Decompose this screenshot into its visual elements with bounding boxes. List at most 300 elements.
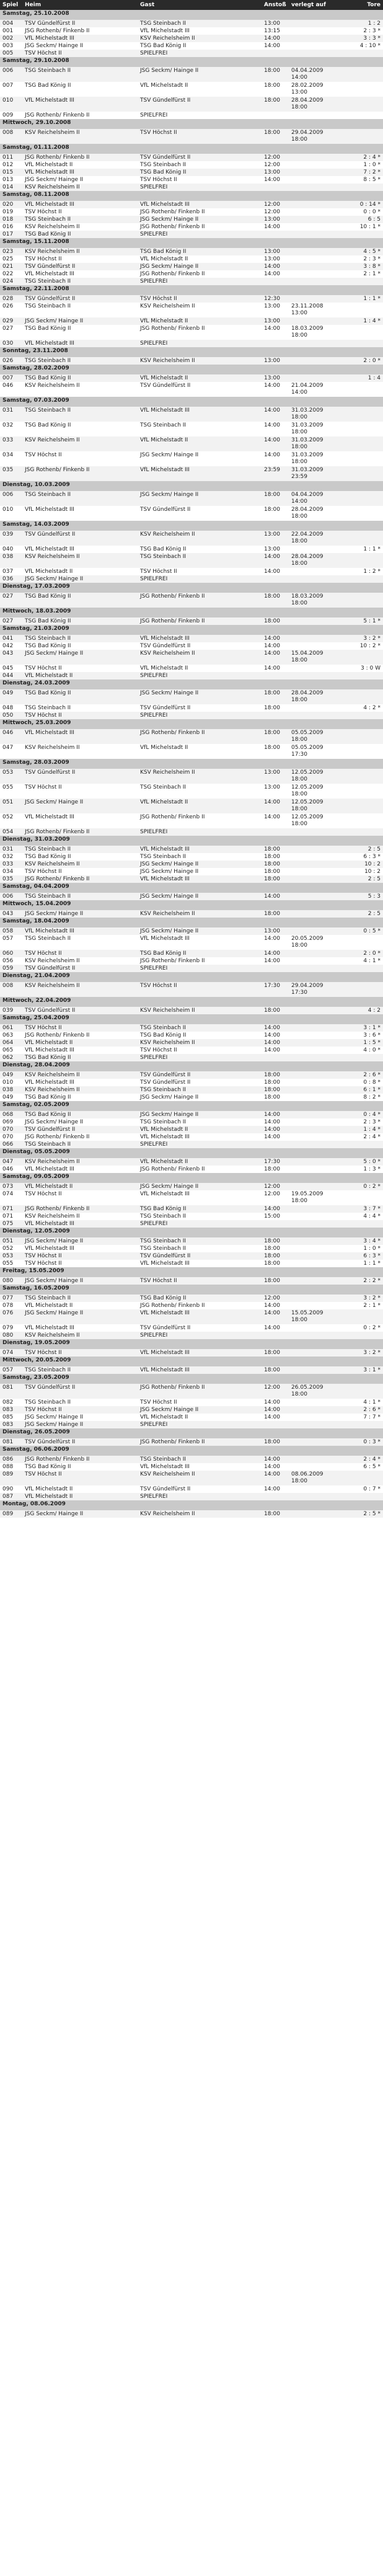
table-row <box>0 223 383 231</box>
game-number: 011 <box>0 154 22 161</box>
kickoff-time: 18:00 <box>262 1510 289 1518</box>
date-header-row <box>0 608 383 617</box>
guest-team: TSV Höchst II <box>138 295 262 303</box>
kickoff-time: 13:00 <box>262 927 289 935</box>
kickoff-time: 12:00 <box>262 154 289 161</box>
kickoff-time: 14:00 <box>262 263 289 270</box>
guest-team: TSG Bad König II <box>138 169 262 176</box>
game-number: 018 <box>0 216 22 223</box>
goals <box>340 813 383 828</box>
game-number: 010 <box>0 506 22 521</box>
guest-team: SPIELFREI <box>138 712 262 719</box>
table-row <box>0 154 383 161</box>
home-team: VfL Michelstadt II <box>22 1039 138 1047</box>
game-number: 008 <box>0 982 22 997</box>
moved-to <box>289 27 340 35</box>
goals <box>340 935 383 950</box>
date-header-row <box>0 918 383 927</box>
match-date: Dienstag, 17.03.2009 <box>0 583 383 593</box>
table-row <box>0 593 383 608</box>
date-header-row <box>0 1173 383 1183</box>
goals: 6 : 5 * <box>340 1463 383 1471</box>
kickoff-time: 13:00 <box>262 303 289 317</box>
home-team: JSG Rothenb/ Finkenb II <box>22 1133 138 1141</box>
moved-to <box>289 201 340 208</box>
home-team: JSG Seckm/ Hainge II <box>22 1421 138 1428</box>
game-number: 077 <box>0 1295 22 1302</box>
goals: 0 : 3 * <box>340 1438 383 1446</box>
game-number: 078 <box>0 1302 22 1309</box>
home-team: VfL Michelstadt III <box>22 1324 138 1332</box>
kickoff-time: 14:00 <box>262 42 289 50</box>
table-row <box>0 1421 383 1428</box>
date-header-row <box>0 10 383 20</box>
guest-team: JSG Seckm/ Hainge II <box>138 868 262 875</box>
guest-team: JSG Seckm/ Hainge II <box>138 689 262 704</box>
guest-team: KSV Reichelsheim II <box>138 1007 262 1014</box>
kickoff-time: 14:00 <box>262 223 289 231</box>
goals: 4 : 2 <box>340 1007 383 1014</box>
kickoff-time: 18:00 <box>262 1438 289 1446</box>
goals: 3 : 8 * <box>340 263 383 270</box>
match-date: Samstag, 28.03.2009 <box>0 759 383 769</box>
table-row <box>0 1126 383 1133</box>
goals: 0 : 5 * <box>340 927 383 935</box>
match-date: Samstag, 28.02.2009 <box>0 365 383 374</box>
moved-to <box>289 1054 340 1061</box>
kickoff-time: 18:00 <box>262 67 289 82</box>
moved-to <box>289 861 340 868</box>
table-row <box>0 1510 383 1518</box>
game-number: 034 <box>0 451 22 466</box>
moved-to <box>289 1438 340 1446</box>
match-date: Dienstag, 31.03.2009 <box>0 836 383 846</box>
guest-team: TSV Gündelfürst II <box>138 1079 262 1086</box>
table-row <box>0 744 383 759</box>
goals: 2 : 5 <box>340 910 383 918</box>
game-number: 007 <box>0 374 22 382</box>
date-header-row <box>0 365 383 374</box>
guest-team: SPIELFREI <box>138 672 262 679</box>
moved-to <box>289 957 340 965</box>
moved-to: 04.04.2009 14:00 <box>289 67 340 82</box>
game-number: 038 <box>0 1086 22 1094</box>
kickoff-time: 13:00 <box>262 531 289 546</box>
game-number: 075 <box>0 1220 22 1228</box>
home-team: TSG Steinbach II <box>22 1141 138 1148</box>
table-row <box>0 642 383 650</box>
game-number: 026 <box>0 357 22 365</box>
match-date: Samstag, 14.03.2009 <box>0 521 383 531</box>
guest-team: TSG Steinbach II <box>138 853 262 861</box>
goals: 2 : 0 * <box>340 950 383 957</box>
date-header-row <box>0 1285 383 1295</box>
guest-team: TSG Bad König II <box>138 1205 262 1213</box>
goals <box>340 1332 383 1339</box>
goals <box>340 593 383 608</box>
moved-to <box>289 278 340 285</box>
date-header-row <box>0 1357 383 1366</box>
goals: 3 : 6 * <box>340 1032 383 1039</box>
match-date: Samstag, 25.10.2008 <box>0 10 383 20</box>
home-team: JSG Seckm/ Hainge II <box>22 650 138 665</box>
game-number: 015 <box>0 169 22 176</box>
table-row <box>0 965 383 972</box>
guest-team: TSG Bad König II <box>138 42 262 50</box>
kickoff-time: 14:00 <box>262 1032 289 1039</box>
goals <box>340 531 383 546</box>
kickoff-time: 17:30 <box>262 982 289 997</box>
kickoff-time: 13:00 <box>262 248 289 255</box>
moved-to: 12.05.2009 18:00 <box>289 769 340 784</box>
goals: 1 : 1 * <box>340 546 383 553</box>
goals: 2 : 3 * <box>340 1118 383 1126</box>
home-team: KSV Reichelsheim II <box>22 1158 138 1166</box>
guest-team: SPIELFREI <box>138 1220 262 1228</box>
match-date: Dienstag, 12.05.2009 <box>0 1228 383 1237</box>
home-team: TSG Steinbach II <box>22 491 138 506</box>
guest-team: VfL Michelstadt II <box>138 799 262 813</box>
goals: 1 : 4 * <box>340 317 383 325</box>
match-date: Montag, 08.06.2009 <box>0 1500 383 1510</box>
guest-team: TSV Gündelfürst II <box>138 154 262 161</box>
kickoff-time: 14:00 <box>262 893 289 900</box>
moved-to: 28.02.2009 13:00 <box>289 82 340 97</box>
kickoff-time: 13:15 <box>262 27 289 35</box>
home-team: JSG Seckm/ Hainge II <box>22 1237 138 1245</box>
home-team: TSV Höchst II <box>22 868 138 875</box>
guest-team: VfL Michelstadt III <box>138 846 262 853</box>
kickoff-time: 14:00 <box>262 1456 289 1463</box>
game-number: 090 <box>0 1485 22 1493</box>
kickoff-time: 18:00 <box>262 1086 289 1094</box>
guest-team: TSV Gündelfürst II <box>138 704 262 712</box>
game-number: 047 <box>0 1158 22 1166</box>
date-header-row <box>0 583 383 593</box>
goals: 7 : 7 * <box>340 1414 383 1421</box>
game-number: 002 <box>0 35 22 42</box>
moved-to <box>289 893 340 900</box>
kickoff-time <box>262 965 289 972</box>
goals <box>340 672 383 679</box>
moved-to <box>289 1126 340 1133</box>
game-number: 040 <box>0 546 22 553</box>
table-row <box>0 295 383 303</box>
column-header-moved-to: verlegt auf <box>289 0 340 10</box>
moved-to <box>289 154 340 161</box>
table-row <box>0 1183 383 1190</box>
game-number: 007 <box>0 82 22 97</box>
date-header-row <box>0 238 383 248</box>
game-number: 046 <box>0 1166 22 1173</box>
guest-team: TSV Gündelfürst II <box>138 1252 262 1260</box>
guest-team: JSG Rothenb/ Finkenb II <box>138 1384 262 1399</box>
game-number: 033 <box>0 436 22 451</box>
game-number: 083 <box>0 1406 22 1414</box>
moved-to <box>289 184 340 191</box>
guest-team: JSG Rothenb/ Finkenb II <box>138 1438 262 1446</box>
table-row <box>0 1493 383 1500</box>
moved-to <box>289 1213 340 1220</box>
game-number: 006 <box>0 67 22 82</box>
guest-team: KSV Reichelsheim II <box>138 303 262 317</box>
kickoff-time <box>262 1493 289 1500</box>
moved-to <box>289 1205 340 1213</box>
guest-team: VfL Michelstadt II <box>138 1414 262 1421</box>
goals: 6 : 3 * <box>340 853 383 861</box>
goals <box>340 828 383 836</box>
goals <box>340 325 383 340</box>
moved-to: 26.05.2009 18:00 <box>289 1384 340 1399</box>
guest-team: JSG Rothenb/ Finkenb II <box>138 270 262 278</box>
game-number: 013 <box>0 176 22 184</box>
home-team: TSV Höchst II <box>22 1406 138 1414</box>
home-team: VfL Michelstadt III <box>22 340 138 347</box>
game-number: 031 <box>0 846 22 853</box>
table-row <box>0 208 383 216</box>
table-header-row <box>0 0 383 10</box>
guest-team: VfL Michelstadt II <box>138 82 262 97</box>
home-team: TSV Gündelfürst II <box>22 965 138 972</box>
home-team: VfL Michelstadt III <box>22 1166 138 1173</box>
date-header-row <box>0 1500 383 1510</box>
goals: 2 : 5 <box>340 846 383 853</box>
game-number: 089 <box>0 1510 22 1518</box>
table-row <box>0 1277 383 1285</box>
goals <box>340 712 383 719</box>
goals: 2 : 4 * <box>340 1133 383 1141</box>
guest-team: KSV Reichelsheim II <box>138 1510 262 1518</box>
moved-to: 15.04.2009 18:00 <box>289 650 340 665</box>
table-row <box>0 325 383 340</box>
moved-to <box>289 231 340 238</box>
table-row <box>0 861 383 868</box>
table-row <box>0 1332 383 1339</box>
table-row <box>0 382 383 397</box>
guest-team: JSG Seckm/ Hainge II <box>138 1111 262 1118</box>
table-row <box>0 868 383 875</box>
match-date: Samstag, 09.05.2009 <box>0 1173 383 1183</box>
kickoff-time <box>262 575 289 583</box>
game-number: 074 <box>0 1349 22 1357</box>
goals: 7 : 2 * <box>340 169 383 176</box>
moved-to <box>289 169 340 176</box>
kickoff-time: 13:00 <box>262 769 289 784</box>
game-number: 056 <box>0 957 22 965</box>
guest-team: TSG Bad König II <box>138 546 262 553</box>
game-number: 042 <box>0 642 22 650</box>
game-number: 076 <box>0 1309 22 1324</box>
guest-team: SPIELFREI <box>138 50 262 57</box>
goals: 1 : 1 * <box>340 1260 383 1267</box>
moved-to: 31.03.2009 18:00 <box>289 407 340 422</box>
home-team: TSG Steinbach II <box>22 893 138 900</box>
table-row <box>0 1399 383 1406</box>
table-row <box>0 42 383 50</box>
game-number: 020 <box>0 201 22 208</box>
home-team: TSG Steinbach II <box>22 1399 138 1406</box>
guest-team: SPIELFREI <box>138 184 262 191</box>
home-team: TSG Bad König II <box>22 325 138 340</box>
goals <box>340 1190 383 1205</box>
column-header-game-number: Spiel <box>0 0 22 10</box>
table-row <box>0 374 383 382</box>
goals <box>340 491 383 506</box>
kickoff-time: 18:00 <box>262 491 289 506</box>
goals <box>340 965 383 972</box>
moved-to: 18.03.2009 18:00 <box>289 325 340 340</box>
goals: 10 : 2 * <box>340 642 383 650</box>
game-number: 022 <box>0 270 22 278</box>
kickoff-time <box>262 50 289 57</box>
kickoff-time: 14:00 <box>262 436 289 451</box>
home-team: KSV Reichelsheim II <box>22 744 138 759</box>
game-number: 036 <box>0 575 22 583</box>
kickoff-time: 14:00 <box>262 1205 289 1213</box>
home-team: TSG Steinbach II <box>22 935 138 950</box>
moved-to: 28.04.2009 18:00 <box>289 97 340 112</box>
guest-team: SPIELFREI <box>138 575 262 583</box>
moved-to <box>289 1007 340 1014</box>
guest-team: SPIELFREI <box>138 1141 262 1148</box>
guest-team: VfL Michelstadt II <box>138 1126 262 1133</box>
home-team: TSV Gündelfürst II <box>22 1438 138 1446</box>
home-team: KSV Reichelsheim II <box>22 436 138 451</box>
kickoff-time: 13:00 <box>262 20 289 27</box>
table-row <box>0 20 383 27</box>
goals: 2 : 5 <box>340 875 383 883</box>
guest-team: SPIELFREI <box>138 828 262 836</box>
home-team: TSG Steinbach II <box>22 357 138 365</box>
goals: 4 : 2 * <box>340 704 383 712</box>
moved-to <box>289 340 340 347</box>
kickoff-time: 14:00 <box>262 1118 289 1126</box>
moved-to: 21.04.2009 14:00 <box>289 382 340 397</box>
guest-team: JSG Rothenb/ Finkenb II <box>138 593 262 608</box>
date-header-row <box>0 997 383 1007</box>
goals <box>340 729 383 744</box>
moved-to <box>289 575 340 583</box>
goals <box>340 184 383 191</box>
moved-to: 12.05.2009 18:00 <box>289 799 340 813</box>
kickoff-time: 14:00 <box>262 1414 289 1421</box>
home-team: TSV Gündelfürst II <box>22 769 138 784</box>
moved-to <box>289 853 340 861</box>
table-row <box>0 729 383 744</box>
goals <box>340 436 383 451</box>
moved-to <box>289 1366 340 1374</box>
guest-team: SPIELFREI <box>138 1421 262 1428</box>
goals <box>340 1471 383 1485</box>
moved-to <box>289 1406 340 1414</box>
home-team: VfL Michelstadt III <box>22 1220 138 1228</box>
moved-to <box>289 208 340 216</box>
table-row <box>0 1384 383 1399</box>
guest-team: SPIELFREI <box>138 278 262 285</box>
moved-to <box>289 35 340 42</box>
game-number: 017 <box>0 231 22 238</box>
table-row <box>0 216 383 223</box>
date-header-row <box>0 883 383 893</box>
kickoff-time: 14:00 <box>262 665 289 672</box>
home-team: VfL Michelstadt III <box>22 729 138 744</box>
kickoff-time: 13:00 <box>262 784 289 799</box>
kickoff-time: 14:00 <box>262 176 289 184</box>
table-row <box>0 278 383 285</box>
kickoff-time: 18:00 <box>262 617 289 625</box>
home-team: VfL Michelstadt II <box>22 1485 138 1493</box>
game-number: 086 <box>0 1456 22 1463</box>
kickoff-time <box>262 340 289 347</box>
game-number: 087 <box>0 1493 22 1500</box>
match-date: Mittwoch, 22.04.2009 <box>0 997 383 1007</box>
kickoff-time: 14:00 <box>262 650 289 665</box>
game-number: 064 <box>0 1039 22 1047</box>
match-date: Freitag, 15.05.2009 <box>0 1267 383 1277</box>
kickoff-time: 12:30 <box>262 295 289 303</box>
home-team: VfL Michelstadt III <box>22 201 138 208</box>
kickoff-time: 14:00 <box>262 1463 289 1471</box>
kickoff-time: 17:30 <box>262 1158 289 1166</box>
kickoff-time: 18:00 <box>262 861 289 868</box>
date-header-row <box>0 900 383 910</box>
table-row <box>0 875 383 883</box>
home-team: VfL Michelstadt III <box>22 1047 138 1054</box>
table-row <box>0 935 383 950</box>
game-number: 032 <box>0 422 22 436</box>
table-row <box>0 407 383 422</box>
table-row <box>0 317 383 325</box>
guest-team: JSG Rothenb/ Finkenb II <box>138 1302 262 1309</box>
kickoff-time: 18:00 <box>262 97 289 112</box>
kickoff-time: 12:00 <box>262 1384 289 1399</box>
moved-to: 04.04.2009 14:00 <box>289 491 340 506</box>
guest-team: TSV Gündelfürst II <box>138 1324 262 1332</box>
home-team: KSV Reichelsheim II <box>22 129 138 144</box>
game-number: 073 <box>0 1183 22 1190</box>
table-row <box>0 1032 383 1039</box>
kickoff-time <box>262 828 289 836</box>
home-team: JSG Rothenb/ Finkenb II <box>22 828 138 836</box>
guest-team: JSG Seckm/ Hainge II <box>138 263 262 270</box>
guest-team: VfL Michelstadt III <box>138 1260 262 1267</box>
game-number: 006 <box>0 491 22 506</box>
home-team: JSG Rothenb/ Finkenb II <box>22 27 138 35</box>
table-row <box>0 1237 383 1245</box>
table-row <box>0 1054 383 1061</box>
home-team: JSG Seckm/ Hainge II <box>22 42 138 50</box>
guest-team: VfL Michelstadt III <box>138 1190 262 1205</box>
guest-team: VfL Michelstadt III <box>138 27 262 35</box>
goals: 3 : 2 * <box>340 635 383 642</box>
kickoff-time: 15:00 <box>262 1213 289 1220</box>
table-row <box>0 82 383 97</box>
kickoff-time: 18:00 <box>262 1094 289 1101</box>
moved-to <box>289 255 340 263</box>
moved-to: 29.04.2009 17:30 <box>289 982 340 997</box>
table-row <box>0 67 383 82</box>
home-team: JSG Rothenb/ Finkenb II <box>22 154 138 161</box>
table-row <box>0 1260 383 1267</box>
moved-to <box>289 1245 340 1252</box>
goals <box>340 112 383 119</box>
kickoff-time: 12:00 <box>262 201 289 208</box>
table-row <box>0 112 383 119</box>
goals: 2 : 0 * <box>340 357 383 365</box>
moved-to <box>289 263 340 270</box>
moved-to <box>289 1118 340 1126</box>
game-number: 038 <box>0 553 22 568</box>
